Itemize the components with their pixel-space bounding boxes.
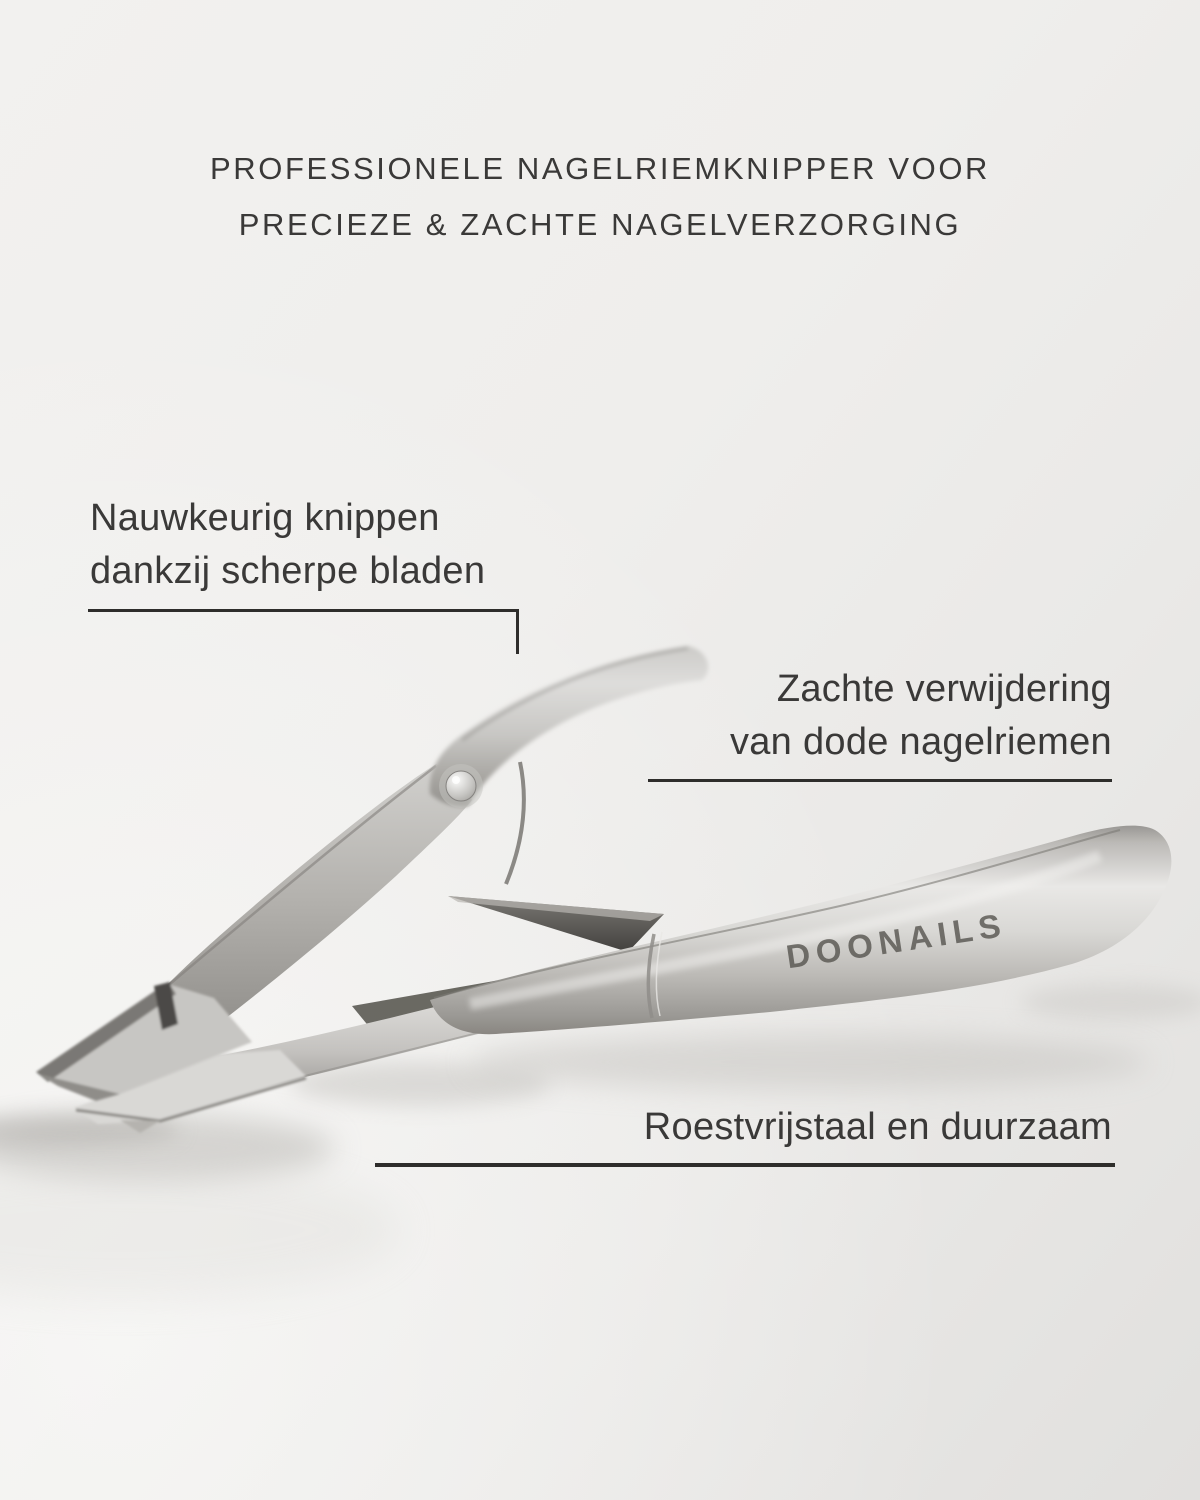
callout-gentle-removal-line-1: Zachte verwijdering xyxy=(776,668,1112,710)
callout-gentle-removal-line-2: van dode nagelriemen xyxy=(729,721,1112,763)
headline xyxy=(0,141,1200,253)
upper-jaw-arm xyxy=(168,764,472,1032)
callout-leader-left-horizontal xyxy=(88,609,519,612)
callout-stainless-steel xyxy=(644,1101,1112,1154)
callout-sharp-blades-line-1: Nauwkeurig knippen xyxy=(90,497,440,539)
headline-line-1: PROFESSIONELE NAGELRIEMKNIPPER VOOR xyxy=(209,151,991,186)
callout-stainless-steel-line-1: Roestvrijstaal en duurzaam xyxy=(643,1106,1112,1148)
callout-leader-bottom xyxy=(375,1163,1115,1167)
callout-leader-right xyxy=(648,779,1112,782)
brand-engraving-text: DOONAILS xyxy=(783,905,1009,976)
callout-sharp-blades xyxy=(90,492,485,598)
callout-gentle-removal xyxy=(730,663,1112,769)
pivot-rivet-icon xyxy=(439,764,483,808)
callout-sharp-blades-line-2: dankzij scherpe bladen xyxy=(90,550,486,592)
headline-line-2: PRECIEZE & ZACHTE NAGELVERZORGING xyxy=(238,207,962,242)
callout-leader-left-vertical xyxy=(516,609,519,654)
